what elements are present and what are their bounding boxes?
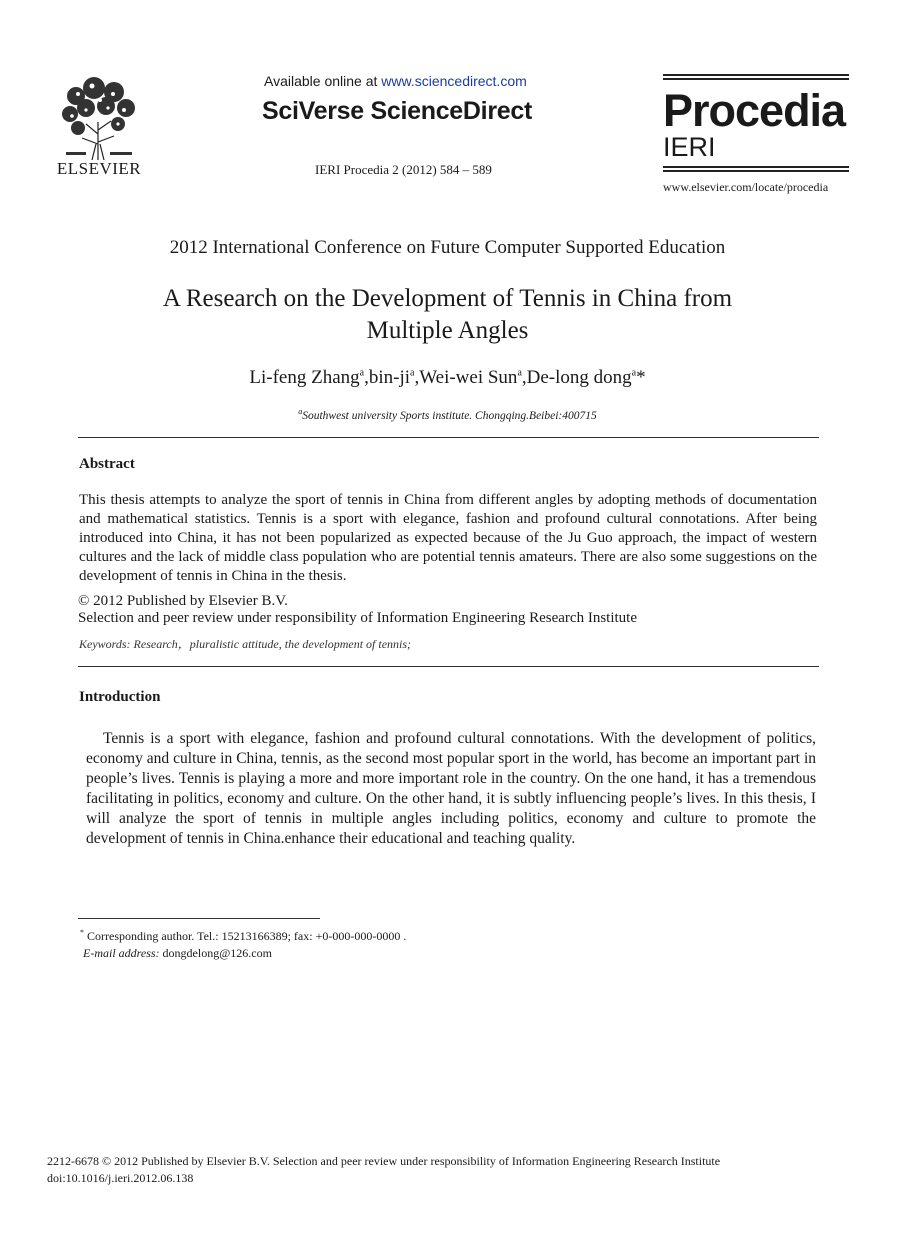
- paper-title: [0, 283, 895, 347]
- sciverse-sciencedirect-logo: SciVerse ScienceDirect: [262, 97, 532, 125]
- email-footnote: [83, 946, 272, 961]
- elsevier-tree-icon: [56, 74, 140, 160]
- author-name: Li-feng Zhang: [249, 367, 360, 388]
- available-online-prefix: Available online at: [264, 73, 382, 89]
- procedia-bottom-rule-2: [663, 170, 849, 172]
- introduction-body: Tennis is a sport with elegance, fashion and profound cultural connotations. With the development of politics, economy and culture in China, tennis, as the second most popular sport in the world, has become an important part in people’s lives. Tennis is playing a more and more important role in the country. On the one hand, it has a tremendous facilitating in politics, economy and culture. On the other hand, it is subtly influencing people’s lives. In this thesis, I will analyze the sport of tennis in multiple angles including politics, economy and culture to promote the development of tennis in China.enhance their educational and teaching quality.: [86, 730, 816, 847]
- corresponding-author-text: Corresponding author. Tel.: 15213166389; fax: +0-000-000-0000 .: [84, 929, 407, 943]
- introduction-heading: Introduction: [79, 689, 161, 705]
- author-name: Wei-wei Sun: [419, 367, 518, 388]
- footnote-marker: *: [80, 928, 84, 937]
- keywords: Keywords: Research，pluralistic attitude, the development of tennis;: [79, 637, 412, 651]
- author-name: De-long dong: [526, 367, 632, 388]
- peer-review-line: Selection and peer review under responsibility of Information Engineering Research Institute: [78, 610, 637, 626]
- journal-url-link[interactable]: www.elsevier.com/locate/procedia: [663, 180, 829, 194]
- doi-footer[interactable]: doi:10.1016/j.ieri.2012.06.138: [47, 1171, 194, 1185]
- affiliation-text: Southwest university Sports institute. Chongqing.Beibei:400715: [302, 409, 597, 422]
- procedia-top-rule: [663, 74, 849, 76]
- divider-top: [78, 437, 819, 438]
- author-separator: ,: [521, 367, 527, 388]
- paper-title-line-1: A Research on the Development of Tennis in China from: [162, 285, 733, 312]
- procedia-top-rule-2: [663, 78, 849, 80]
- footnote-rule: [78, 918, 320, 919]
- abstract-body: This thesis attempts to analyze the sport of tennis in China from different angles by adopting methods of documentation and mathematical statistics. Tennis is a sport with elegance, fashion and profound cultural connotations. After being introduced into China, it has not been popularized as expected because of the Ju Guo approach, the impact of western cultures and the lack of middle class population who are potential tennis amateurs. There are also some suggestions on the development of tennis in China in the thesis.: [79, 492, 817, 584]
- author-affiliation-mark: a: [631, 367, 637, 379]
- journal-reference: IERI Procedia 2 (2012) 584 – 589: [315, 162, 492, 177]
- issn-copyright-footer: 2212-6678 © 2012 Published by Elsevier B.V. Selection and peer review under responsibility of Information Engineering Research Institute: [47, 1154, 721, 1168]
- email-label: E-mail address:: [83, 946, 160, 960]
- procedia-logo: [663, 74, 849, 174]
- corresponding-author-footnote: [80, 928, 406, 944]
- conference-name: 2012 International Conference on Future Computer Supported Education: [169, 237, 726, 258]
- author-list: [0, 367, 895, 389]
- author-affiliation-mark: a: [517, 367, 522, 379]
- email-address[interactable]: dongdelong@126.com: [159, 946, 272, 960]
- abstract-heading: Abstract: [79, 456, 135, 472]
- affiliation: [0, 407, 895, 422]
- available-online-text: [264, 73, 527, 89]
- sciencedirect-link[interactable]: www.sciencedirect.com: [381, 73, 527, 89]
- author-affiliation-mark: a: [359, 367, 365, 379]
- divider-bottom: [78, 666, 819, 667]
- author-affiliation-mark: a: [410, 367, 415, 379]
- copyright-line: © 2012 Published by Elsevier B.V.: [78, 593, 288, 609]
- procedia-series: IERI: [663, 132, 716, 162]
- procedia-wordmark: Procedia: [663, 85, 846, 136]
- author-separator: ,: [364, 367, 369, 388]
- paper-title-line-2: Multiple Angles: [366, 317, 529, 344]
- affiliation-mark: a: [298, 407, 303, 416]
- elsevier-wordmark: ELSEVIER: [56, 159, 142, 178]
- elsevier-logo: [52, 74, 146, 178]
- corresponding-author-mark: *: [636, 367, 646, 388]
- procedia-bottom-rule: [663, 166, 849, 168]
- author-separator: ,: [414, 367, 420, 388]
- author-name: bin-ji: [368, 367, 411, 388]
